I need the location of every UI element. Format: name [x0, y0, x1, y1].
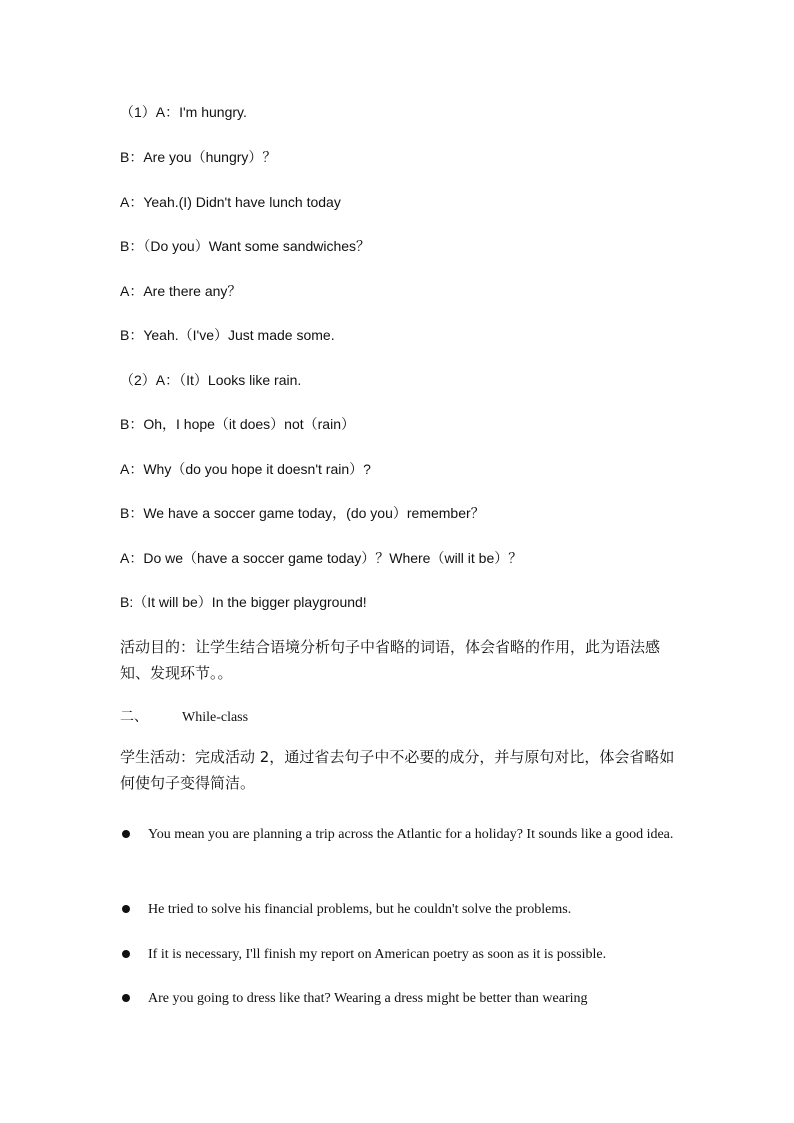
list-item-text: Are you going to dress like that? Wearing a dress might be better than wearing — [148, 991, 588, 1006]
dialogue-line: （1）A：I'm hungry. — [120, 104, 247, 120]
dialogue-line: A：Are there any？ — [120, 283, 242, 299]
dialogue-line: B:（It will be）In the bigger playground! — [120, 594, 367, 610]
dialogue-line: B：We have a soccer game today，(do you）remember？ — [120, 505, 485, 521]
dialogue-line: A：Do we（have a soccer game today）？Where（will it be）？ — [120, 550, 523, 566]
student-activity-paragraph: 学生活动：完成活动 2，通过省去句子中不必要的成分，并与原句对比，体会省略如何使句子变得简洁。 — [120, 748, 675, 792]
bullet-icon — [122, 994, 130, 1002]
list-item — [120, 819, 680, 850]
section-number: 二、 — [120, 709, 148, 725]
list-item — [120, 894, 680, 925]
list-item-text: If it is necessary, I'll finish my report on American poetry as soon as it is possible. — [148, 947, 607, 962]
list-item — [120, 939, 680, 970]
section-title: While-class — [182, 710, 249, 725]
activity-purpose-paragraph: 活动目的：让学生结合语境分析句子中省略的词语，体会省略的作用，此为语法感知、发现环节。。 — [120, 638, 661, 682]
dialogue-line: A：Why（do you hope it doesn't rain）? — [120, 461, 371, 477]
section-heading — [120, 706, 248, 726]
bullet-icon — [122, 950, 130, 958]
list-item-text: He tried to solve his financial problems, but he couldn't solve the problems. — [148, 902, 572, 917]
list-item-text: You mean you are planning a trip across the Atlantic for a holiday? It sounds like a good idea. — [148, 827, 674, 842]
dialogue-line: B：Are you（hungry）？ — [120, 149, 277, 165]
dialogue-line: B：（Do you）Want some sandwiches？ — [120, 238, 371, 254]
dialogue-line: A：Yeah.(I) Didn't have lunch today — [120, 194, 341, 210]
dialogue-line: （2）A：（It）Looks like rain. — [120, 372, 302, 388]
bullet-icon — [122, 905, 130, 913]
dialogue-line: B：Oh，I hope（it does）not（rain） — [120, 416, 355, 432]
list-item — [120, 983, 680, 1014]
dialogue-line: B：Yeah.（I've）Just made some. — [120, 327, 335, 343]
bullet-icon — [122, 830, 130, 838]
